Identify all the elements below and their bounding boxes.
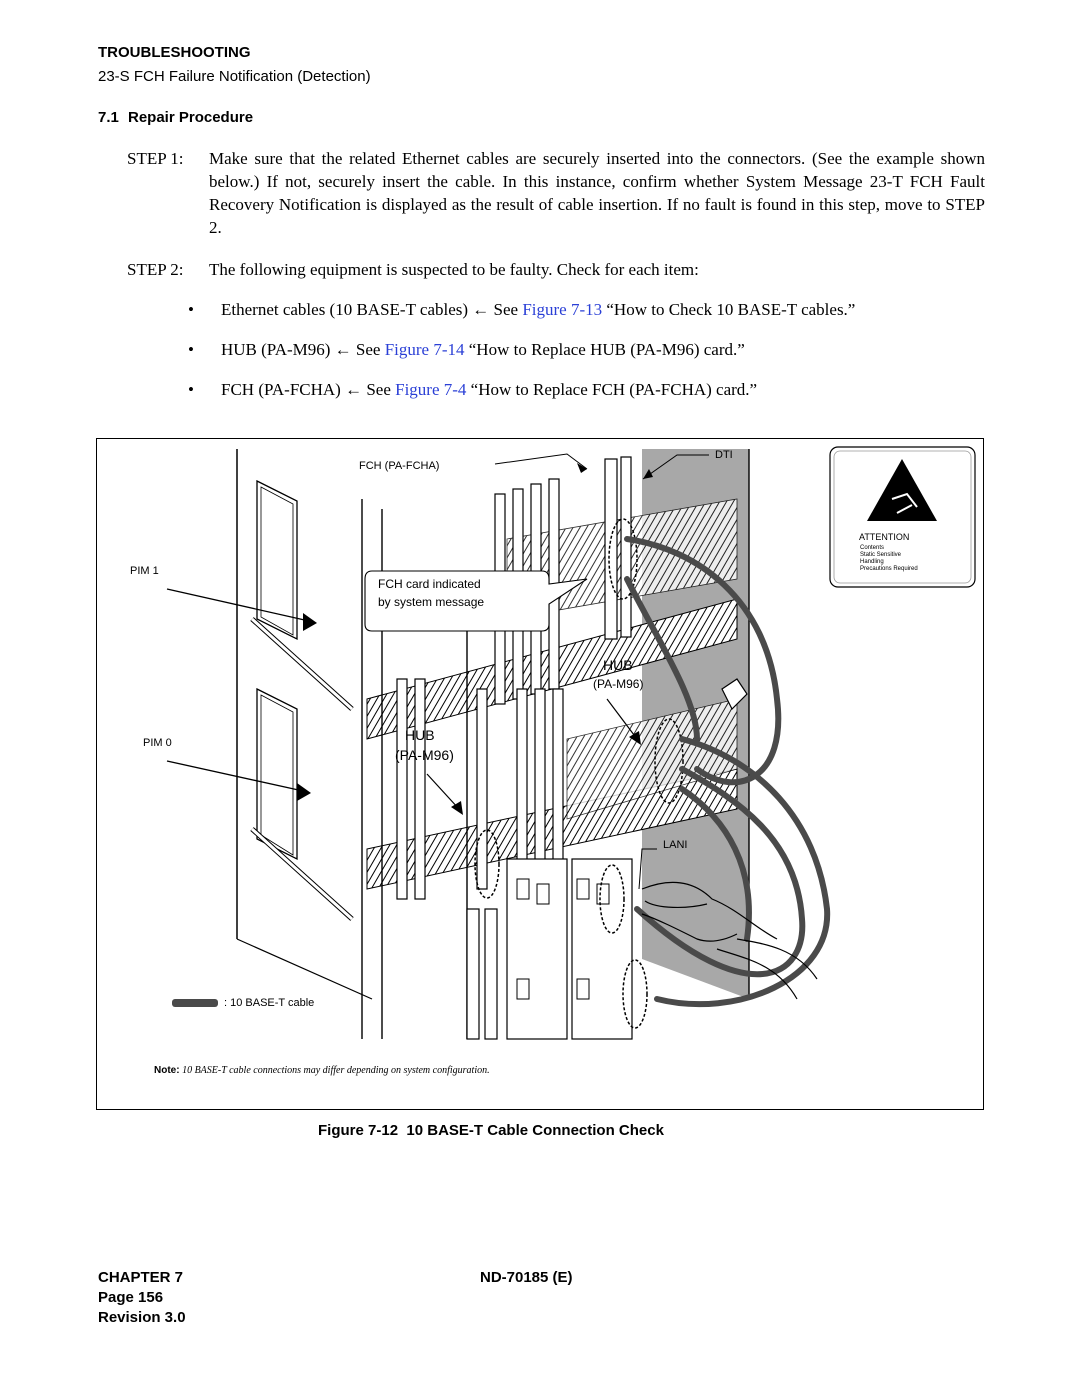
figure-note — [154, 1065, 490, 1076]
step-1-label: STEP 1: — [127, 149, 184, 168]
legend-text: : 10 BASE-T cable — [224, 997, 315, 1009]
figure-link[interactable]: Figure 7-4 — [395, 380, 467, 399]
bullet-text: “How to Replace FCH (PA-FCHA) card.” — [466, 380, 758, 399]
pim1-label: PIM 1 — [130, 565, 159, 577]
step-2-label: STEP 2: — [127, 260, 184, 279]
hub-left-label: HUB — [405, 727, 435, 743]
fch-card — [605, 459, 617, 639]
figure-caption: Figure 7-12 10 BASE-T Cable Connection Check — [318, 1122, 664, 1139]
attention-title: ATTENTION — [859, 532, 910, 542]
dti-label: DTI — [715, 449, 733, 461]
hub-left-sublabel: (PA-M96) — [395, 747, 454, 763]
hub-top-label: HUB — [603, 657, 633, 673]
callout-line-1: FCH card indicated — [378, 577, 481, 591]
attention-text: Contents Static Sensitive Handling Precautions Required — [860, 545, 918, 572]
bullet-text: “How to Replace HUB (PA-M96) card.” — [464, 340, 745, 359]
fch-label: FCH (PA-FCHA) — [359, 460, 440, 472]
legend-cable-swatch — [172, 999, 218, 1007]
figure-link[interactable]: Figure 7-14 — [384, 340, 465, 359]
step-1 — [127, 147, 985, 239]
bullet-dot-icon: • — [188, 340, 194, 359]
bullet-text: HUB (PA-M96) ← See — [221, 340, 385, 359]
note-text: 10 BASE-T cable connections may differ depending on system configuration. — [182, 1065, 490, 1076]
pim0-label: PIM 0 — [143, 737, 172, 749]
lani-label: LANI — [663, 839, 688, 851]
bullet-text: Ethernet cables (10 BASE-T cables) ← See — [221, 300, 523, 319]
pim0-window — [257, 689, 297, 859]
running-header-subtitle: 23-S FCH Failure Notification (Detection) — [98, 68, 371, 85]
bullet-dot-icon: • — [188, 380, 194, 399]
footer-revision: Revision 3.0 — [98, 1309, 186, 1326]
figure-link[interactable]: Figure 7-13 — [522, 300, 603, 319]
running-header-title: TROUBLESHOOTING — [98, 44, 251, 61]
step-1-text: Make sure that the related Ethernet cables are securely inserted into the connectors. (See the example shown below.) If not, securely insert the cable. In this instance, confirm whether System Message 23-T FCH Fault Recovery Notification is displayed as the result of cable insertion. If no fault is found in this step, move to STEP 2. — [209, 149, 985, 237]
bullet-dot-icon: • — [188, 300, 194, 319]
callout-line-2: by system message — [378, 595, 485, 609]
section-title: Repair Procedure — [128, 109, 254, 126]
step-2-text: The following equipment is suspected to be faulty. Check for each item: — [209, 260, 699, 279]
figure-frame — [96, 438, 984, 1110]
pim0-arrow — [297, 783, 311, 801]
bullet-text: “How to Check 10 BASE-T cables.” — [602, 300, 856, 319]
hub-top-sublabel: (PA-M96) — [593, 677, 644, 691]
section-number: 7.1 — [98, 109, 119, 126]
footer-page: Page 156 — [98, 1289, 164, 1306]
bullet-text: FCH (PA-FCHA) ← See — [221, 380, 396, 399]
note-label: Note: — [154, 1065, 180, 1076]
footer-doc-id: ND-70185 (E) — [480, 1269, 573, 1286]
step-2 — [127, 258, 985, 281]
footer-chapter: CHAPTER 7 — [98, 1269, 184, 1286]
pim1-window — [257, 481, 297, 639]
pim1-arrow — [303, 613, 317, 631]
